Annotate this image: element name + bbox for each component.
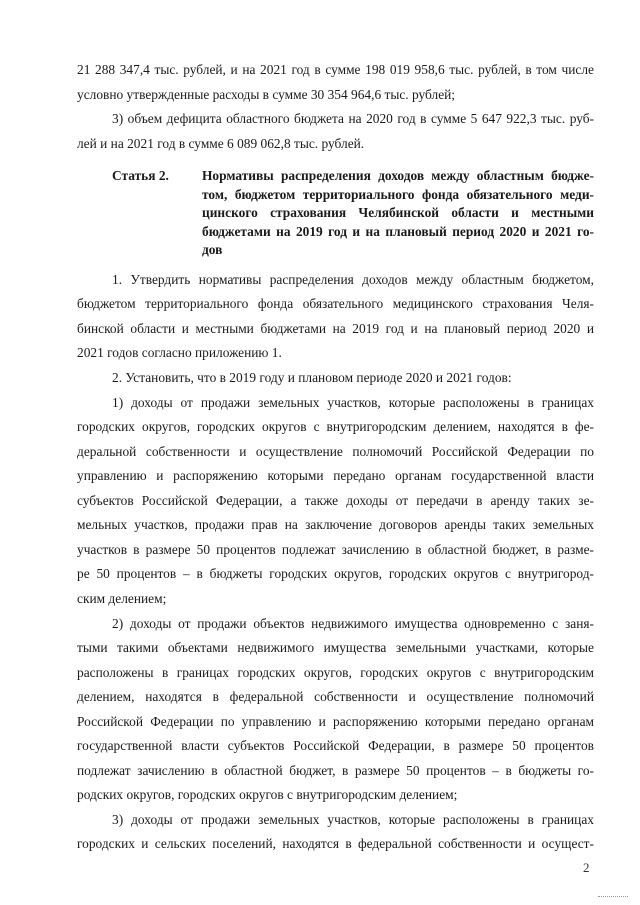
text-line: расположены в границах городских округов, городских округов с внутригородским	[77, 665, 594, 680]
page-number: 2	[583, 860, 590, 875]
text-line: 2) доходы от продажи объектов недвижимого имущества одновременно с заня-	[112, 616, 594, 631]
text-line: государственной власти субъектов Российской Федерации, в размере 50 процентов	[77, 738, 594, 753]
text-line: тыми такими объектами недвижимого имущества земельными участками, которые	[77, 640, 594, 655]
text-line: делением, находятся в федеральной собственности и осуществление полномочий	[77, 689, 594, 704]
text-line: 2. Установить, что в 2019 году и плановом периоде 2020 и 2021 годов:	[112, 370, 512, 385]
text-line: подлежат зачислению в областной бюджет, в размере 50 процентов – в бюджеты го-	[77, 763, 594, 778]
text-line: 21 288 347,4 тыс. рублей, и на 2021 год в сумме 198 019 958,6 тыс. рублей, в том числе	[77, 62, 594, 77]
article-label: Статья 2.	[112, 168, 169, 183]
article-title-line: том, бюджетом территориального фонда обязательного меди-	[202, 187, 594, 202]
text-line: субъектов Российской Федерации, а также доходы от передачи в аренду таких зе-	[77, 493, 594, 508]
text-line: 2021 годов согласно приложению 1.	[77, 345, 282, 360]
text-line: 1. Утвердить нормативы распределения доходов между областным бюджетом,	[112, 272, 594, 287]
text-line: городских округов, городских округов с внутригородским делением, находятся в фе-	[77, 419, 594, 434]
text-line: условно утвержденные расходы в сумме 30 354 964,6 тыс. рублей;	[77, 87, 456, 102]
text-line: лей и на 2021 год в сумме 6 089 062,8 тыс. рублей.	[77, 136, 365, 151]
text-line: деральной собственности и осуществление полномочий Российской Федерации по	[77, 444, 594, 459]
article-title-line: дов	[202, 242, 223, 257]
article-title-line: Нормативы распределения доходов между областным бюдже-	[202, 168, 594, 183]
text-line: родских округов, городских округов с внутригородским делением;	[77, 787, 458, 802]
text-line: ским делением;	[77, 591, 167, 606]
scan-artifact	[598, 896, 628, 898]
text-line: ре 50 процентов – в бюджеты городских округов, городских округов с внутригород-	[77, 566, 594, 581]
text-line: 1) доходы от продажи земельных участков, которые расположены в границах	[112, 395, 594, 410]
text-line: управлению и распоряжению которыми передано органам государственной власти	[77, 468, 594, 483]
article-title-line: бюджетами на 2019 год и на плановый период 2020 и 2021 го-	[202, 224, 594, 239]
text-line: Российской Федерации по управлению и распоряжению которыми передано органам	[77, 714, 594, 729]
text-line: бинской области и местными бюджетами на 2019 год и на плановый период 2020 и	[77, 321, 594, 336]
text-line: бюджетом территориального фонда обязательного медицинского страхования Челя-	[77, 296, 594, 311]
text-line: участков в размере 50 процентов подлежат зачислению в областной бюджет, в разме-	[77, 542, 594, 557]
text-line: 3) доходы от продажи земельных участков, которые расположены в границах	[112, 812, 594, 827]
text-line: мельных участков, продажи прав на заключение договоров аренды таких земельных	[77, 517, 594, 532]
article-title-line: цинского страхования Челябинской области и местными	[202, 205, 594, 220]
text-line: городских и сельских поселений, находятся в федеральной собственности и осущест-	[77, 836, 594, 851]
text-line: 3) объем дефицита областного бюджета на 2020 год в сумме 5 647 922,3 тыс. руб-	[112, 111, 594, 126]
